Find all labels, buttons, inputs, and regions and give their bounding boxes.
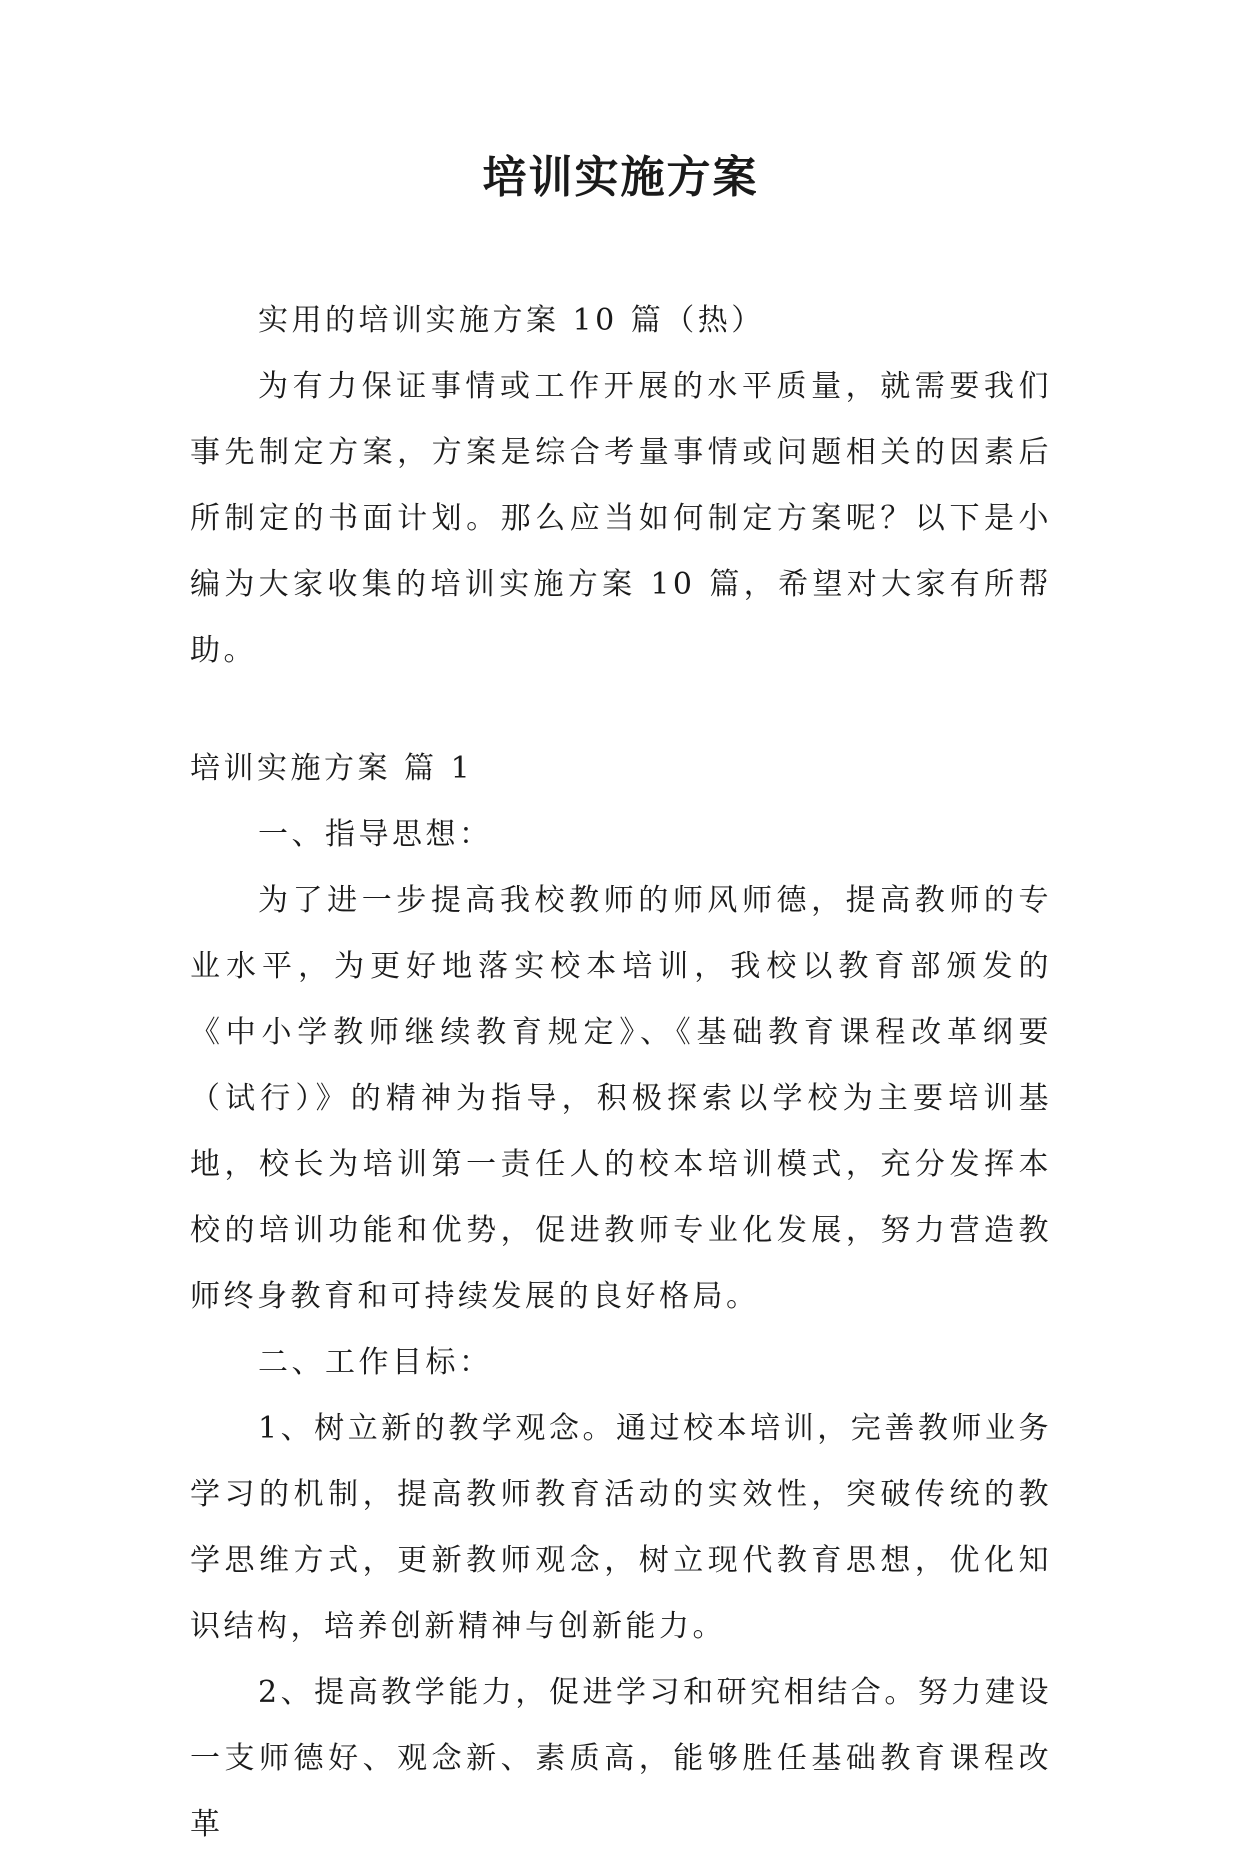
goal-item-1: 1、树立新的教学观念。通过校本培训，完善教师业务学习的机制，提高教师教育活动的实效性，突破传统的教学思维方式，更新教师观念，树立现代教育思想，优化知识结构，培养创新精神与创新能力。: [190, 1411, 1052, 1644]
section-heading: 培训实施方案 篇 1: [190, 751, 474, 786]
document-body: [190, 288, 1052, 1858]
guiding-heading: 一、指导思想：: [258, 817, 493, 852]
goal-item-2: 2、提高教学能力，促进学习和研究相结合。努力建设一支师德好、观念新、素质高，能够胜任基础教育课程改革: [190, 1675, 1052, 1842]
intro-subtitle: 实用的培训实施方案 10 篇（热）: [258, 303, 765, 338]
goals-heading: 二、工作目标：: [258, 1345, 493, 1380]
page-title: 培训实施方案: [482, 152, 759, 203]
guiding-paragraph: 为了进一步提高我校教师的师风师德，提高教师的专业水平，为更好地落实校本培训，我校以教育部颁发的《中小学教师继续教育规定》、《基础教育课程改革纲要（试行）》的精神为指导，积极探索以学校为主要培训基地，校长为培训第一责任人的校本培训模式，充分发挥本校的培训功能和优势，促进教师专业化发展，努力营造教师终身教育和可持续发展的良好格局。: [190, 883, 1052, 1314]
intro-paragraph: 为有力保证事情或工作开展的水平质量，就需要我们事先制定方案，方案是综合考量事情或问题相关的因素后所制定的书面计划。那么应当如何制定方案呢？以下是小编为大家收集的培训实施方案 10 篇，希望对大家有所帮助。: [190, 369, 1052, 668]
section-spacer: [190, 684, 1052, 736]
